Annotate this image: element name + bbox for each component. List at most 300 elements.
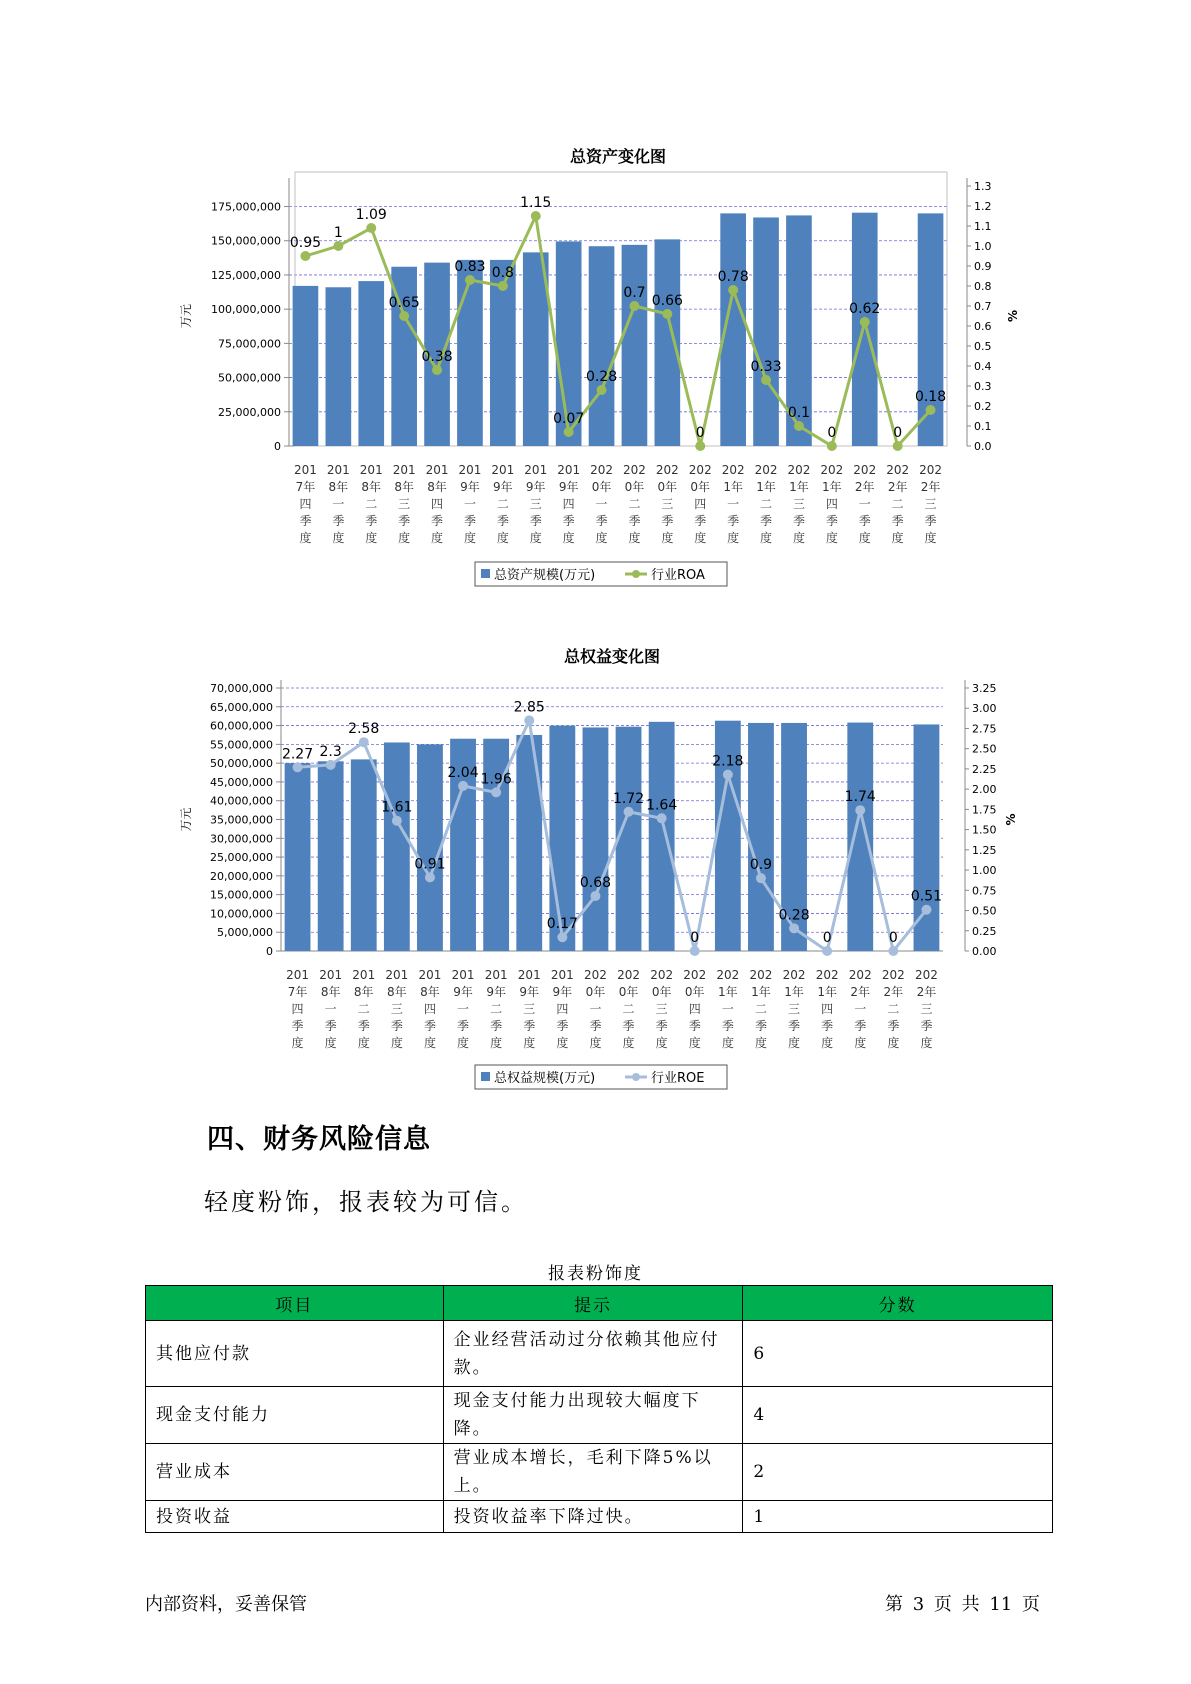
- y-tick-label: 20,000,000: [210, 869, 273, 883]
- y-tick-label: 40,000,000: [210, 794, 273, 808]
- x-tick-label: 9年: [525, 480, 546, 494]
- x-tick-label: 201: [491, 463, 515, 477]
- x-tick-label: 季: [721, 1019, 734, 1033]
- x-tick-label: 201: [458, 463, 482, 477]
- legend-bar-swatch: [481, 1072, 490, 1081]
- x-tick-label: 8年: [361, 480, 382, 494]
- x-tick-label: 三: [390, 1002, 403, 1016]
- point-label: 0.78: [717, 269, 749, 285]
- x-tick-label: 2年: [920, 480, 941, 494]
- x-tick-label: 1年: [718, 985, 738, 999]
- x-tick-label: 度: [589, 1036, 602, 1050]
- x-tick-label: 二: [496, 497, 509, 511]
- x-tick-label: 度: [496, 531, 509, 545]
- x-tick-label: 一: [727, 497, 740, 511]
- x-tick-label: 三: [788, 1002, 801, 1016]
- x-tick-label: 度: [390, 1036, 403, 1050]
- x-tick-label: 度: [562, 531, 575, 545]
- y2-tick-label: 0.6: [974, 320, 992, 333]
- point-label: 0.51: [910, 888, 943, 905]
- x-tick-label: 度: [721, 1036, 734, 1050]
- point-label: 2.18: [712, 753, 744, 770]
- x-tick-label: 9年: [552, 985, 573, 999]
- x-tick-label: 四: [423, 1002, 436, 1016]
- y2-tick-label: 0.9: [974, 260, 992, 273]
- x-tick-label: 2年: [850, 985, 871, 999]
- row-hint: 营业成本增长，毛利下降5%以上。: [443, 1444, 743, 1501]
- x-tick-label: 一: [721, 1002, 734, 1016]
- footer-note: 内部资料，妥善保管: [145, 1594, 307, 1615]
- x-tick-label: 8年: [328, 480, 349, 494]
- x-tick-label: 1年: [751, 985, 771, 999]
- y2-tick-label: 3.25: [972, 682, 997, 695]
- x-tick-label: 季: [423, 1019, 436, 1033]
- row-item: 投资收益: [146, 1501, 444, 1533]
- x-tick-label: 0年: [690, 480, 711, 494]
- line-point: [723, 770, 733, 780]
- x-tick-label: 度: [299, 531, 312, 545]
- point-label: 0.95: [289, 235, 322, 251]
- x-tick-label: 四: [688, 1002, 701, 1016]
- x-tick-label: 202: [583, 968, 607, 982]
- x-tick-label: 8年: [394, 480, 414, 494]
- y2-tick-label: 3.00: [972, 702, 997, 716]
- x-tick-label: 季: [431, 514, 444, 528]
- y-tick-label: 45,000,000: [210, 775, 273, 789]
- y2-tick-label: 1.50: [972, 823, 997, 837]
- point-label: 0.7: [623, 285, 646, 301]
- x-tick-label: 度: [423, 1036, 436, 1050]
- point-label: 1.64: [646, 797, 678, 814]
- y-tick-label: 55,000,000: [210, 738, 273, 752]
- x-tick-label: 0年: [684, 985, 705, 999]
- x-tick-label: 季: [365, 514, 378, 528]
- x-tick-label: 季: [694, 514, 707, 528]
- x-tick-label: 1年: [756, 480, 776, 494]
- x-tick-label: 度: [694, 531, 707, 545]
- x-tick-label: 季: [655, 1019, 668, 1033]
- header-score: 分数: [743, 1286, 1053, 1321]
- line-point: [326, 760, 336, 770]
- x-tick-label: 季: [529, 514, 542, 528]
- x-tick-label: 季: [622, 1019, 635, 1033]
- x-tick-label: 度: [556, 1036, 569, 1050]
- x-tick-label: 2年: [883, 985, 904, 999]
- x-tick-label: 二: [357, 1002, 370, 1016]
- x-tick-label: 季: [299, 514, 312, 528]
- y2-tick-label: 0.1: [974, 420, 992, 433]
- x-tick-label: 202: [590, 463, 614, 477]
- x-tick-label: 度: [792, 531, 805, 545]
- x-tick-label: 0年: [585, 985, 606, 999]
- x-tick-label: 201: [517, 968, 541, 982]
- bar: [649, 722, 675, 951]
- x-tick-label: 度: [760, 531, 773, 545]
- legend-bar-label: 总权益规模(万元): [494, 1071, 596, 1086]
- section-text: 轻度粉饰，报表较为可信。: [204, 1188, 528, 1216]
- x-tick-label: 202: [716, 968, 740, 982]
- y2-tick-label: 0.00: [972, 945, 997, 958]
- x-tick-label: 一: [595, 497, 608, 511]
- x-tick-label: 季: [490, 1019, 503, 1033]
- point-label: 0: [827, 425, 837, 441]
- x-tick-label: 度: [291, 1036, 304, 1050]
- x-tick-label: 202: [754, 463, 778, 477]
- x-tick-label: 二: [490, 1002, 503, 1016]
- y-axis-label: 万元: [179, 807, 193, 832]
- x-tick-label: 度: [858, 531, 871, 545]
- x-tick-label: 度: [655, 1036, 668, 1050]
- x-tick-label: 季: [398, 514, 411, 528]
- x-tick-label: 季: [589, 1019, 602, 1033]
- x-tick-label: 三: [924, 497, 937, 511]
- x-tick-label: 一: [463, 497, 476, 511]
- x-tick-label: 季: [924, 514, 937, 528]
- x-tick-label: 202: [886, 463, 910, 477]
- y2-tick-label: 2.50: [972, 742, 997, 756]
- x-tick-label: 度: [365, 531, 378, 545]
- point-label: 0.8: [491, 265, 514, 281]
- x-tick-label: 度: [529, 531, 542, 545]
- x-tick-label: 度: [924, 531, 937, 545]
- line-point: [458, 781, 468, 791]
- x-tick-label: 季: [332, 514, 345, 528]
- x-tick-label: 度: [490, 1036, 503, 1050]
- line-point: [491, 787, 501, 797]
- x-tick-label: 二: [365, 497, 378, 511]
- x-tick-label: 度: [523, 1036, 536, 1050]
- y-tick-label: 100,000,000: [211, 303, 281, 317]
- x-tick-label: 季: [920, 1019, 933, 1033]
- whitewash-table: [145, 1285, 1053, 1533]
- page-number: 第 3 页 共 11 页: [885, 1594, 1040, 1615]
- point-label: 0.1: [787, 405, 811, 421]
- point-label: 1.61: [381, 799, 413, 816]
- x-tick-label: 202: [815, 968, 839, 982]
- x-tick-label: 一: [457, 1002, 470, 1016]
- x-tick-label: 四: [556, 1002, 569, 1016]
- line-point: [359, 737, 369, 747]
- x-tick-label: 二: [760, 497, 773, 511]
- y-axis-label: 万元: [179, 303, 193, 329]
- x-tick-label: 三: [661, 497, 674, 511]
- x-tick-label: 三: [523, 1002, 536, 1016]
- y2-tick-label: 1.25: [972, 843, 997, 857]
- table-caption: 报表粉饰度: [548, 1264, 643, 1284]
- x-tick-label: 9年: [493, 480, 513, 494]
- x-tick-label: 季: [760, 514, 773, 528]
- point-label: 0.38: [421, 349, 453, 365]
- line-point: [425, 872, 435, 882]
- point-label: 1.09: [355, 207, 387, 223]
- table-header-row: [146, 1286, 1053, 1321]
- x-tick-label: 季: [357, 1019, 370, 1033]
- x-tick-label: 0年: [624, 480, 645, 494]
- table-row: [146, 1501, 1053, 1533]
- bar: [318, 761, 344, 951]
- y2-tick-label: 1.00: [972, 864, 997, 878]
- x-tick-label: 202: [683, 968, 707, 982]
- x-tick-label: 度: [891, 531, 904, 545]
- x-tick-label: 0年: [618, 985, 639, 999]
- x-tick-label: 202: [919, 463, 943, 477]
- x-tick-label: 二: [754, 1002, 767, 1016]
- x-tick-label: 季: [291, 1019, 304, 1033]
- y-tick-label: 70,000,000: [210, 682, 273, 695]
- x-tick-label: 1年: [822, 480, 842, 494]
- x-tick-label: 201: [385, 968, 409, 982]
- y-tick-label: 15,000,000: [210, 888, 273, 902]
- y2-tick-label: 0.5: [974, 340, 992, 353]
- x-tick-label: 季: [523, 1019, 536, 1033]
- x-tick-label: 202: [853, 463, 877, 477]
- line-point: [789, 923, 799, 933]
- x-tick-label: 四: [299, 497, 312, 511]
- x-tick-label: 201: [293, 463, 317, 477]
- line-point: [756, 873, 766, 883]
- x-tick-label: 度: [854, 1036, 867, 1050]
- x-tick-label: 一: [332, 497, 345, 511]
- x-tick-label: 8年: [427, 480, 447, 494]
- x-tick-label: 2年: [887, 480, 908, 494]
- x-tick-label: 季: [821, 1019, 834, 1033]
- x-tick-label: 201: [326, 463, 350, 477]
- x-tick-label: 四: [821, 1002, 834, 1016]
- y2-tick-label: 2.25: [972, 762, 997, 776]
- x-tick-label: 201: [550, 968, 574, 982]
- table-row: [146, 1444, 1053, 1501]
- x-tick-label: 201: [286, 968, 310, 982]
- point-label: 2.27: [281, 746, 314, 763]
- x-tick-label: 度: [825, 531, 838, 545]
- x-tick-label: 9年: [558, 480, 579, 494]
- x-tick-label: 0年: [591, 480, 612, 494]
- y-tick-label: 5,000,000: [217, 926, 273, 940]
- row-hint: 投资收益率下降过快。: [443, 1501, 743, 1533]
- x-tick-label: 季: [858, 514, 871, 528]
- x-tick-label: 0年: [657, 480, 678, 494]
- y2-tick-label: 2.75: [972, 722, 997, 736]
- point-label: 0.17: [546, 916, 578, 933]
- x-tick-label: 202: [848, 968, 872, 982]
- x-tick-label: 季: [754, 1019, 767, 1033]
- row-hint: 现金支付能力出现较大幅度下降。: [443, 1387, 743, 1444]
- x-tick-label: 202: [914, 968, 938, 982]
- x-tick-label: 度: [357, 1036, 370, 1050]
- y2-tick-label: 1.1: [974, 220, 992, 233]
- x-tick-label: 201: [352, 968, 376, 982]
- line-point: [524, 715, 534, 725]
- point-label: 0: [695, 425, 705, 441]
- x-tick-label: 度: [628, 531, 641, 545]
- line-point: [855, 805, 865, 815]
- x-tick-label: 度: [688, 1036, 701, 1050]
- y-tick-label: 35,000,000: [210, 813, 273, 827]
- bar: [351, 759, 377, 951]
- legend-line-marker: [632, 1073, 640, 1081]
- row-score: 6: [743, 1321, 1053, 1387]
- point-label: 1.96: [480, 771, 512, 788]
- x-tick-label: 202: [688, 463, 712, 477]
- row-score: 1: [743, 1501, 1053, 1533]
- y2-tick-label: 0.25: [972, 924, 997, 938]
- x-tick-label: 1年: [723, 480, 743, 494]
- header-hint: 提示: [443, 1286, 743, 1321]
- x-tick-label: 季: [727, 514, 740, 528]
- y-tick-label: 30,000,000: [210, 832, 273, 846]
- y2-axis-label: %: [1006, 309, 1020, 323]
- y-tick-label: 50,000,000: [218, 371, 281, 385]
- bar: [748, 723, 774, 951]
- point-label: 0.33: [750, 359, 782, 375]
- x-tick-label: 7年: [295, 480, 316, 494]
- x-tick-label: 201: [425, 463, 449, 477]
- x-tick-label: 三: [792, 497, 805, 511]
- x-tick-label: 季: [595, 514, 608, 528]
- x-tick-label: 201: [524, 463, 548, 477]
- point-label: 1: [333, 225, 343, 241]
- x-tick-label: 季: [688, 1019, 701, 1033]
- line-point: [822, 946, 832, 956]
- x-tick-label: 8年: [387, 985, 407, 999]
- x-tick-label: 度: [457, 1036, 470, 1050]
- y-tick-label: 10,000,000: [210, 907, 273, 921]
- point-label: 2.58: [348, 721, 380, 738]
- x-tick-label: 三: [920, 1002, 933, 1016]
- x-tick-label: 二: [622, 1002, 635, 1016]
- x-tick-label: 三: [398, 497, 411, 511]
- y-tick-label: 0: [266, 945, 273, 958]
- y-tick-label: 25,000,000: [218, 405, 281, 419]
- bar: [285, 763, 311, 951]
- x-tick-label: 8年: [320, 985, 341, 999]
- x-tick-label: 1年: [784, 985, 804, 999]
- x-tick-label: 201: [359, 463, 383, 477]
- x-tick-label: 9年: [486, 985, 506, 999]
- x-tick-label: 季: [463, 514, 476, 528]
- x-tick-label: 202: [881, 968, 905, 982]
- x-tick-label: 2年: [854, 480, 875, 494]
- point-label: 0: [888, 930, 898, 946]
- x-tick-label: 202: [721, 463, 745, 477]
- x-tick-label: 202: [655, 463, 679, 477]
- y2-tick-label: 1.3: [974, 180, 992, 193]
- y2-tick-label: 2.00: [972, 783, 997, 797]
- row-score: 2: [743, 1444, 1053, 1501]
- x-tick-label: 三: [655, 1002, 668, 1016]
- x-tick-label: 202: [749, 968, 773, 982]
- point-label: 0.68: [579, 874, 612, 891]
- x-tick-label: 1年: [817, 985, 837, 999]
- y2-tick-label: 0.50: [972, 904, 997, 918]
- y-tick-label: 25,000,000: [210, 851, 273, 865]
- point-label: 2.85: [513, 699, 545, 716]
- y-tick-label: 60,000,000: [210, 719, 273, 733]
- x-tick-label: 2年: [916, 985, 937, 999]
- x-tick-label: 202: [650, 968, 674, 982]
- x-tick-label: 季: [887, 1019, 900, 1033]
- x-tick-label: 201: [451, 968, 475, 982]
- x-tick-label: 度: [661, 531, 674, 545]
- point-label: 0.18: [914, 389, 947, 405]
- x-tick-label: 202: [617, 968, 641, 982]
- x-tick-label: 二: [887, 1002, 900, 1016]
- y-tick-label: 175,000,000: [211, 200, 281, 214]
- point-label: 0.28: [778, 907, 810, 924]
- x-tick-label: 季: [496, 514, 509, 528]
- row-hint: 企业经营活动过分依赖其他应付款。: [443, 1321, 743, 1387]
- point-label: 1.15: [520, 195, 552, 211]
- line-point: [690, 946, 700, 956]
- x-tick-label: 度: [727, 531, 740, 545]
- y-tick-label: 75,000,000: [218, 337, 281, 351]
- point-label: 0: [893, 425, 903, 441]
- x-tick-label: 季: [556, 1019, 569, 1033]
- y-tick-label: 50,000,000: [210, 757, 273, 771]
- point-label: 0.65: [388, 295, 420, 311]
- table-row: [146, 1321, 1053, 1387]
- x-tick-label: 202: [787, 463, 811, 477]
- x-tick-label: 季: [390, 1019, 403, 1033]
- y2-tick-label: 0.3: [974, 380, 992, 393]
- x-tick-label: 季: [788, 1019, 801, 1033]
- x-tick-label: 度: [463, 531, 476, 545]
- point-label: 0.91: [414, 856, 446, 873]
- x-tick-label: 度: [821, 1036, 834, 1050]
- point-label: 2.04: [447, 764, 479, 781]
- y2-tick-label: 1.0: [974, 240, 992, 253]
- point-label: 1.74: [844, 789, 876, 806]
- x-tick-label: 季: [457, 1019, 470, 1033]
- x-tick-label: 度: [431, 531, 444, 545]
- point-label: 0.28: [585, 369, 618, 385]
- legend-bar-label: 总资产规模(万元): [494, 568, 596, 583]
- x-tick-label: 四: [694, 497, 707, 511]
- x-tick-label: 季: [854, 1019, 867, 1033]
- x-tick-label: 四: [291, 1002, 304, 1016]
- point-label: 0.62: [849, 301, 881, 317]
- point-label: 0.83: [454, 259, 486, 275]
- line-point: [921, 905, 931, 915]
- chart-title: 总权益变化图: [563, 647, 661, 666]
- x-tick-label: 季: [324, 1019, 337, 1033]
- x-tick-label: 201: [484, 968, 508, 982]
- legend-line-label: 行业ROA: [651, 568, 705, 583]
- y2-tick-label: 1.75: [972, 803, 997, 817]
- x-tick-label: 9年: [453, 985, 473, 999]
- x-tick-label: 9年: [460, 480, 480, 494]
- x-tick-label: 202: [622, 463, 646, 477]
- x-tick-label: 度: [887, 1036, 900, 1050]
- point-label: 1.72: [612, 790, 645, 807]
- x-tick-label: 度: [324, 1036, 337, 1050]
- x-tick-label: 度: [595, 531, 608, 545]
- x-tick-label: 一: [324, 1002, 337, 1016]
- x-tick-label: 7年: [287, 985, 308, 999]
- x-tick-label: 201: [557, 463, 581, 477]
- table-row: [146, 1387, 1053, 1444]
- y2-tick-label: 0.7: [974, 300, 992, 313]
- point-label: 0: [690, 930, 700, 946]
- bar: [914, 724, 940, 951]
- bar: [384, 742, 410, 951]
- x-tick-label: 度: [398, 531, 411, 545]
- x-tick-label: 二: [891, 497, 904, 511]
- row-score: 4: [743, 1387, 1053, 1444]
- point-label: 0.66: [651, 293, 683, 309]
- x-tick-label: 季: [825, 514, 838, 528]
- x-tick-label: 201: [418, 968, 442, 982]
